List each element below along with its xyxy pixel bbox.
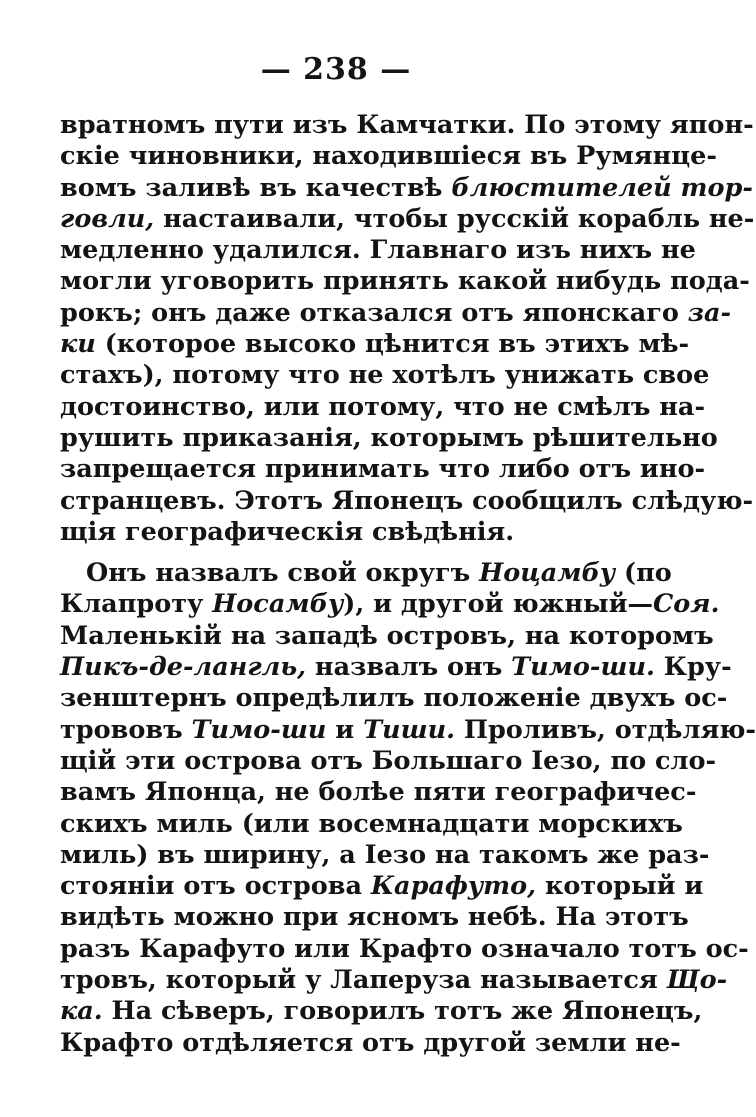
text-line	[60, 714, 756, 746]
text-segment: запрещается принимать что либо отъ ино-	[60, 454, 706, 485]
italic-segment: Тиши.	[363, 714, 455, 745]
text-segment: Онъ назвалъ свой округъ	[86, 558, 480, 589]
text-segment: Крафто отдѣляется отъ другой земли не-	[60, 1027, 681, 1058]
text-segment: (по	[615, 558, 672, 589]
text-line	[60, 839, 710, 871]
italic-segment: Носамбу	[212, 589, 344, 620]
italic-segment: за-	[687, 297, 732, 328]
text-line	[60, 422, 718, 454]
paragraph	[60, 110, 755, 548]
text-line	[60, 110, 754, 141]
italic-segment: ка.	[60, 996, 103, 1027]
text-line	[60, 1027, 681, 1059]
text-line	[60, 454, 706, 485]
italic-segment: Пикъ-де-лангль,	[60, 652, 307, 683]
text-line	[60, 203, 755, 235]
text-segment: миль) въ ширину, а Іезо на такомъ же раз-	[60, 839, 710, 870]
text-segment: разъ Карафуто или Крафто означало тотъ ос-	[60, 933, 749, 964]
text-line	[60, 329, 690, 360]
text-segment: стахъ), потому что не хотѣлъ унижать свое	[60, 360, 710, 391]
italic-segment: Тимо-ши.	[511, 652, 655, 683]
italic-segment: говли,	[60, 203, 155, 234]
body-text	[60, 110, 756, 1059]
text-segment: На сѣверъ, говорилъ тотъ же Японецъ,	[102, 996, 703, 1027]
text-segment: трововъ	[60, 714, 192, 745]
text-segment: странцевъ. Этотъ Японецъ сообщилъ слѣдую-	[60, 485, 754, 516]
text-line	[60, 297, 732, 329]
text-segment: рушить приказанія, которымъ рѣшительно	[60, 422, 718, 453]
italic-segment: Карафуто,	[370, 871, 537, 902]
text-segment: медленно удалился. Главнаго изъ нихъ не	[60, 235, 696, 266]
text-segment: достоинство, или потому, что не смѣлъ на-	[60, 391, 706, 422]
text-line	[60, 808, 683, 840]
italic-segment: блюстителей тор-	[451, 172, 753, 203]
text-line	[60, 620, 714, 652]
text-line	[60, 391, 706, 423]
text-segment: щія географическія свѣдѣнія.	[60, 516, 515, 547]
text-line	[60, 141, 717, 172]
italic-segment: Ноцамбу	[479, 558, 616, 589]
italic-segment: ки	[60, 329, 96, 360]
text-line	[60, 745, 717, 777]
text-segment: тровъ, который у Лаперуза называется	[60, 965, 667, 996]
text-line	[60, 652, 732, 683]
text-segment: ), и другой южный—	[343, 589, 653, 620]
text-segment: Проливъ, отдѣляю-	[455, 714, 756, 745]
text-segment: видѣть можно при ясномъ небѣ. На этотъ	[60, 902, 689, 933]
text-line	[60, 235, 696, 266]
text-line	[60, 558, 672, 589]
page-number: — 238 —	[260, 52, 412, 87]
paragraph	[60, 558, 756, 1059]
text-line	[60, 933, 749, 965]
text-segment: зенштернъ опредѣлилъ положеніе двухъ ос-	[60, 683, 728, 714]
italic-segment: Соя.	[653, 589, 720, 620]
text-line	[60, 996, 703, 1027]
text-segment: скіе чиновники, находившіеся въ Румянце-	[60, 141, 717, 172]
text-segment: назвалъ онъ	[306, 652, 512, 683]
text-line	[60, 360, 710, 391]
paragraph-gap	[60, 548, 620, 558]
text-segment: вомъ заливѣ въ качествѣ	[60, 172, 452, 203]
text-segment: скихъ миль (или восемнадцати морскихъ	[60, 808, 683, 839]
text-segment: Клапроту	[60, 589, 213, 620]
text-segment: настаивали, чтобы русскій корабль не-	[154, 203, 755, 234]
text-line	[60, 485, 754, 517]
text-line	[60, 965, 728, 996]
text-segment: Маленькій на западѣ островъ, на которомъ	[60, 620, 714, 651]
text-segment: Кру-	[654, 652, 732, 683]
text-line	[60, 172, 753, 204]
text-line	[60, 902, 689, 933]
text-segment: щій эти острова отъ Большаго Іезо, по сло-	[60, 745, 717, 776]
italic-segment: Тимо-ши	[191, 714, 327, 745]
text-segment: вратномъ пути изъ Камчатки. По этому япон-	[60, 110, 754, 140]
text-line	[60, 589, 720, 620]
text-segment: который и	[536, 871, 704, 902]
text-line	[60, 517, 620, 548]
text-line	[60, 266, 750, 297]
text-segment: (которое высоко цѣнится въ этихъ мѣ-	[95, 329, 690, 360]
text-line	[60, 777, 697, 808]
text-segment: стояніи отъ острова	[60, 871, 371, 902]
text-line	[60, 683, 728, 714]
text-segment: вамъ Японца, не болѣе пяти географичес-	[60, 777, 697, 808]
text-segment: рокъ; онъ даже отказался отъ японскаго	[60, 297, 688, 328]
text-segment: и	[326, 714, 364, 745]
text-segment: могли уговорить принять какой нибудь пода-	[60, 266, 750, 297]
italic-segment: Що-	[666, 965, 728, 996]
text-line	[60, 871, 704, 902]
